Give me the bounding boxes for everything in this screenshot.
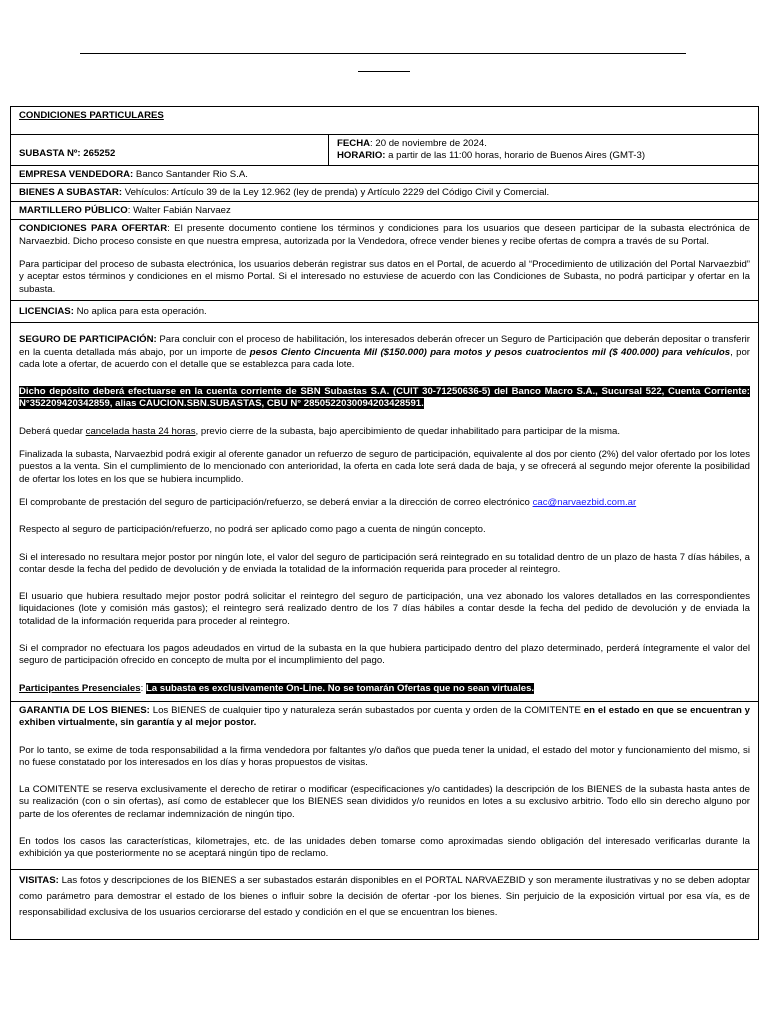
- insurance-p9: Si el comprador no efectuara los pagos adeudados en virtud de la subasta en la que hubiera participado dentro del plazo determinado, perderá íntegramente el valor del seguro de participación ofrecido en concepto de multa por el incumplimiento del pago.: [19, 643, 750, 667]
- top-rule: [80, 53, 686, 54]
- warranty-row: [11, 701, 759, 869]
- bidding-conditions-p2: Para participar del proceso de subasta electrónica, los usuarios deberán registrar sus datos en el Portal, de acuerdo al “Procedimiento de utilización del Portal Narvaezbid” y aceptar estos términos y condiciones en el mismo Portal. Si el interesado no estuviese de acuerdo con las Condiciones de Subasta, no podrá participar y ofertar en la subasta.: [19, 259, 750, 295]
- in-person-participants: Participantes Presenciales: La subasta es exclusivamente On-Line. No se tomarán Ofertas que no sean virtuales.: [19, 682, 535, 694]
- auction-number: 265252: [83, 148, 116, 160]
- seller-row: [11, 165, 759, 183]
- title-row: [11, 107, 759, 135]
- insurance-p6: Respecto al seguro de participación/refuerzo, no podrá ser aplicado como pago a cuenta de ningún concepto.: [19, 524, 486, 536]
- seller-value: Banco Santander Rio S.A.: [133, 168, 248, 180]
- auctioneer-row: [11, 202, 759, 220]
- warranty-p4: En todos los casos las características, kilometrajes, etc. de las unidades deben tomarse como aproximadas siendo obligación del interesado verificarlas durante la exhibición ya que posteriormente no se aceptará ningún tipo de reclamo.: [19, 835, 750, 860]
- deposit-account-highlight: Dicho depósito deberá efectuarse en la cuenta corriente de SBN Subastas S.A. (CUIT 30-71250636-5) del Banco Macro S.A., Sucursal 522, Cuenta Corriente: N°352209420342859, alias CAUCION.SBN.SUBASTAS, CBU N° 2850522030094203428591.: [19, 386, 750, 410]
- insurance-p7: Si el interesado no resultara mejor postor por ningún lote, el valor del seguro de participación será reintegrado en su totalidad dentro de un plazo de hasta 7 días hábiles, a contar desde la fecha del pedido de devolución y de enviada la totalidad de la información requerida para proceder al reintegro.: [19, 551, 750, 575]
- visits-row: [11, 869, 759, 939]
- warranty-p2: Por lo tanto, se exime de toda responsabilidad a la firma vendedora por faltantes y/o daños que pueda tener la unidad, el estado del motor y funcionamiento del mismo, si no fuese constatado por los interesados en los días y horas propuestos de visitas.: [19, 744, 750, 768]
- insurance-p5: El comprobante de prestación del seguro de participación/refuerzo, se deberá enviar a la dirección de correo electrónico cac@narvaezbid.com.ar: [19, 496, 637, 508]
- insurance-p3: Deberá quedar cancelada hasta 24 horas, previo cierre de la subasta, bajo apercibimiento de quedar inhabilitado para participar de la misma.: [19, 425, 621, 437]
- insurance-p8: El usuario que hubiera resultado mejor postor podrá solicitar el reintegro del seguro de participación, una vez abonado los valores detallados en las correspondientes liquidaciones (lote y comisión más gastos); el reintegro será realizado dentro de los 7 días hábiles a contar desde la fecha del pedido de devolución y de enviada la totalidad de la información requerida para proceder al reintegro.: [19, 591, 750, 627]
- auction-time: HORARIO: a partir de las 11:00 horas, horario de Buenos Aires (GMT-3): [337, 150, 646, 162]
- auction-number-label: SUBASTA Nº:: [19, 148, 81, 160]
- auction-date: FECHA: 20 de noviembre de 2024.: [337, 138, 487, 149]
- bidding-conditions-row: [11, 220, 759, 300]
- email-link[interactable]: cac@narvaezbid.com.ar: [532, 496, 637, 508]
- document-title: CONDICIONES PARTICULARES: [19, 110, 164, 121]
- insurance-p4: Finalizada la subasta, Narvaezbid podrá exigir al oferente ganador un refuerzo de seguro de participación, equivalente al dos por ciento (2%) del valor ofertado por los lotes puestos a la venta. Sin el cumplimiento de lo mencionado con anterioridad, la oferta en cada lote será dada de baja, y se ofrecerá al segundo mejor oferente la posibilidad de ofertar los lotes en los que se hubiera incumplido.: [19, 449, 750, 485]
- auction-info-row: [11, 135, 759, 166]
- participation-insurance-row: [11, 323, 759, 702]
- licenses-label: LICENCIAS:: [19, 305, 74, 317]
- visits-text: VISITAS: Las fotos y descripciones de los BIENES a ser subastados estarán disponibles en el PORTAL NARVAEZBID y son meramente ilustrativas y no se deben adoptar como parámetro para demostrar el estado de los bienes o influir sobre la decisión de ofertar -por los bienes. Sin perjuicio de la exposición virtual por esa vía, es de responsabilidad exclusiva de los usuarios cerciorarse del estado y condición en el que se encuentran los bienes.: [19, 874, 750, 918]
- auctioneer-label: MARTILLERO PÚBLICO: [19, 205, 128, 217]
- goods-label: BIENES A SUBASTAR:: [19, 186, 123, 198]
- warranty-p1: GARANTIA DE LOS BIENES: Los BIENES de cualquier tipo y naturaleza serán subastados por cuenta y orden de la COMITENTE en el estado en que se encuentran y exhiben virtualmente, sin garantía y al mejor postor.: [19, 704, 751, 729]
- insurance-p1: SEGURO DE PARTICIPACIÓN: Para concluir con el proceso de habilitación, los interesados deberán ofrecer un Seguro de Participación que deberán depositar o transferir en la cuenta detallada más abajo, por un importe de pesos Ciento Cincuenta Mil ($150.000) para motos y pesos cuatrocientos mil ($ 400.000) para vehículos, por cada lote a ofertar, de acuerdo con el detalle que se establezca para cada lote.: [19, 334, 750, 370]
- conditions-table: [10, 106, 759, 940]
- warranty-p3: La COMITENTE se reserva exclusivamente el derecho de retirar o modificar (especificaciones y/o cantidades) la descripción de los BIENES de la subasta hasta antes de su realización (con o sin ofertas), así como de establecer que los BIENES sean divididos y/o reunidos en lotes a su exclusivo arbitrio. Todo ello sin derecho alguno por parte de los oferentes de reclamar indemnización de ningún tipo.: [19, 784, 750, 820]
- goods-value: Vehículos: Artículo 39 de la Ley 12.962 (ley de prenda) y Artículo 2229 del Código Civil y Comercial.: [122, 186, 550, 198]
- licenses-row: [11, 300, 759, 322]
- goods-row: [11, 183, 759, 201]
- auctioneer-value: : Walter Fabián Narvaez: [127, 205, 231, 217]
- licenses-value: No aplica para esta operación.: [73, 305, 207, 317]
- seller-label: EMPRESA VENDEDORA:: [19, 168, 134, 180]
- short-rule: [358, 71, 410, 72]
- bidding-conditions-p1: CONDICIONES PARA OFERTAR: El presente documento contiene los términos y condiciones para los usuarios que deseen participar de la subasta electrónica de Narvaezbid. Dicho proceso consiste en que nuestra empresa, autorizada por la Vendedora, ofrece vender bienes y recibe ofertas de compra a través de su Portal.: [19, 223, 751, 247]
